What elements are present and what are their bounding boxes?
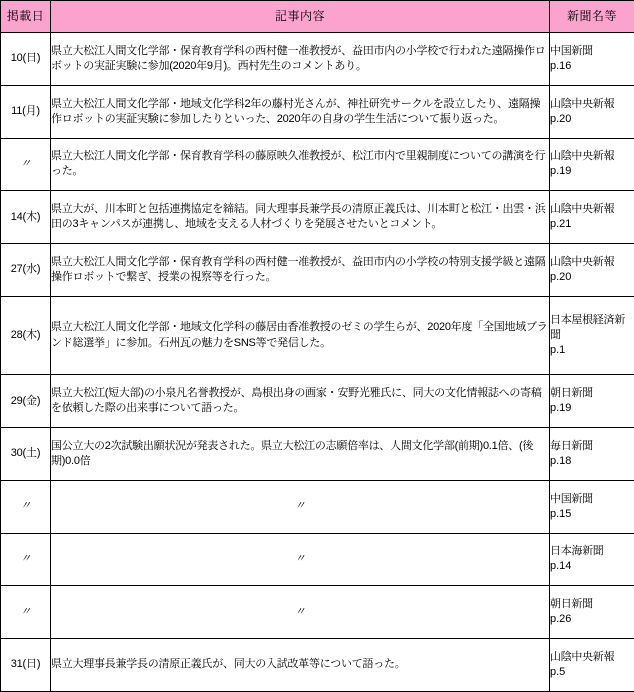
- table-body: [1, 33, 634, 692]
- paper-name: 中国新聞: [550, 492, 593, 505]
- table-row: [1, 138, 634, 191]
- cell-content: 県立大松江(短大部)の小泉凡名誉教授が、島根出身の画家・安野光雅氏に、同大の文化情報誌への寄稿を依頼した際の出来事について語った。: [51, 375, 550, 428]
- cell-content: 県立大松江人間文化学部・地域文化学科の藤居由香准教授のゼミの学生らが、2020年度「全国地域ブランド総選挙」に参加。石州瓦の魅力をSNS等で発信した。: [51, 296, 550, 374]
- table-row: [1, 639, 634, 692]
- cell-content: 〃: [51, 533, 550, 586]
- cell-content: 〃: [51, 480, 550, 533]
- cell-paper: [550, 375, 634, 428]
- table-row: [1, 586, 634, 639]
- table-header: [1, 1, 634, 33]
- paper-page: p.20: [550, 112, 572, 125]
- cell-paper: [550, 296, 634, 374]
- table-row: [1, 375, 634, 428]
- cell-date: 27(水): [1, 244, 51, 297]
- cell-paper: [550, 533, 634, 586]
- table-row: [1, 244, 634, 297]
- paper-page: p.14: [550, 560, 572, 573]
- cell-content: 県立大松江人間文化学部・保育教育学科の藤原映久准教授が、松江市内で里親制度についての講演を行った。: [51, 138, 550, 191]
- cell-date: 29(金): [1, 375, 51, 428]
- paper-page: p.19: [550, 165, 572, 178]
- paper-page: p.16: [550, 59, 572, 72]
- cell-content: 〃: [51, 586, 550, 639]
- column-header-date: 掲載日: [1, 1, 51, 33]
- cell-date: 11(月): [1, 85, 51, 138]
- cell-date: 28(木): [1, 296, 51, 374]
- cell-paper: [550, 191, 634, 244]
- paper-name: 山陰中央新報: [550, 255, 615, 268]
- cell-paper: [550, 244, 634, 297]
- paper-name: 山陰中央新報: [550, 97, 615, 110]
- column-header-content: 記事内容: [51, 1, 550, 33]
- column-header-paper: 新聞名等: [550, 1, 634, 33]
- cell-paper: [550, 586, 634, 639]
- paper-page: p.5: [550, 666, 566, 679]
- cell-paper: [550, 85, 634, 138]
- cell-date: 〃: [1, 480, 51, 533]
- cell-content: 国公立大の2次試験出願状況が発表された。県立大松江の志願倍率は、人間文化学部(前期)0.1倍、(後期)0.0倍: [51, 428, 550, 481]
- cell-date: 〃: [1, 138, 51, 191]
- paper-name: 山陰中央新報: [550, 203, 615, 216]
- cell-paper: [550, 480, 634, 533]
- paper-name: 毎日新聞: [550, 439, 593, 452]
- paper-name: 日本海新聞: [550, 545, 604, 558]
- cell-content: 県立大松江人間文化学部・保育教育学科の西村健一准教授が、益田市内の小学校で行われた遠隔操作ロボットの実証実験に参加(2020年9月)。西村先生のコメントあり。: [51, 33, 550, 86]
- table-row: [1, 85, 634, 138]
- cell-paper: [550, 138, 634, 191]
- cell-content: 県立大松江人間文化学部・保育教育学科の西村健一准教授が、益田市内の小学校の特別支援学級と遠隔操作ロボットで繋ぎ、授業の視察等を行った。: [51, 244, 550, 297]
- cell-date: 10(日): [1, 33, 51, 86]
- header-row: [1, 1, 634, 33]
- paper-name: 山陰中央新報: [550, 650, 615, 663]
- table-row: [1, 428, 634, 481]
- cell-date: 31(日): [1, 639, 51, 692]
- table-row: [1, 296, 634, 374]
- cell-date: 〃: [1, 533, 51, 586]
- cell-date: 14(木): [1, 191, 51, 244]
- cell-date: 〃: [1, 586, 51, 639]
- cell-content: 県立大が、川本町と包括連携協定を締結。同大理事長兼学長の清原正義氏は、川本町と松江・出雲・浜田の3キャンパスが連携し、地域を支える人材づくりを発展させたいとコメント。: [51, 191, 550, 244]
- paper-page: p.21: [550, 218, 572, 231]
- cell-paper: [550, 428, 634, 481]
- cell-content: 県立大松江人間文化学部・地域文化学科2年の藤村光さんが、神社研究サークルを設立したり、遠隔操作ロボットの実証実験に参加したりといった、2020年の自身の学生生活について振り返った。: [51, 85, 550, 138]
- paper-page: p.18: [550, 454, 572, 467]
- paper-page: p.15: [550, 507, 572, 520]
- table-row: [1, 533, 634, 586]
- table-row: [1, 191, 634, 244]
- cell-date: 30(土): [1, 428, 51, 481]
- cell-paper: [550, 639, 634, 692]
- cell-paper: [550, 33, 634, 86]
- cell-content: 県立大理事長兼学長の清原正義氏が、同大の入試改革等について語った。: [51, 639, 550, 692]
- paper-page: p.20: [550, 271, 572, 284]
- paper-name: 朝日新聞: [550, 386, 593, 399]
- paper-page: p.19: [550, 402, 572, 415]
- table-row: [1, 480, 634, 533]
- paper-name: 中国新聞: [550, 44, 593, 57]
- paper-name: 朝日新聞: [550, 598, 593, 611]
- paper-name: 日本屋根経済新聞: [550, 313, 625, 341]
- table-row: [1, 33, 634, 86]
- paper-name: 山陰中央新報: [550, 150, 615, 163]
- paper-page: p.26: [550, 613, 572, 626]
- paper-page: p.1: [550, 344, 566, 357]
